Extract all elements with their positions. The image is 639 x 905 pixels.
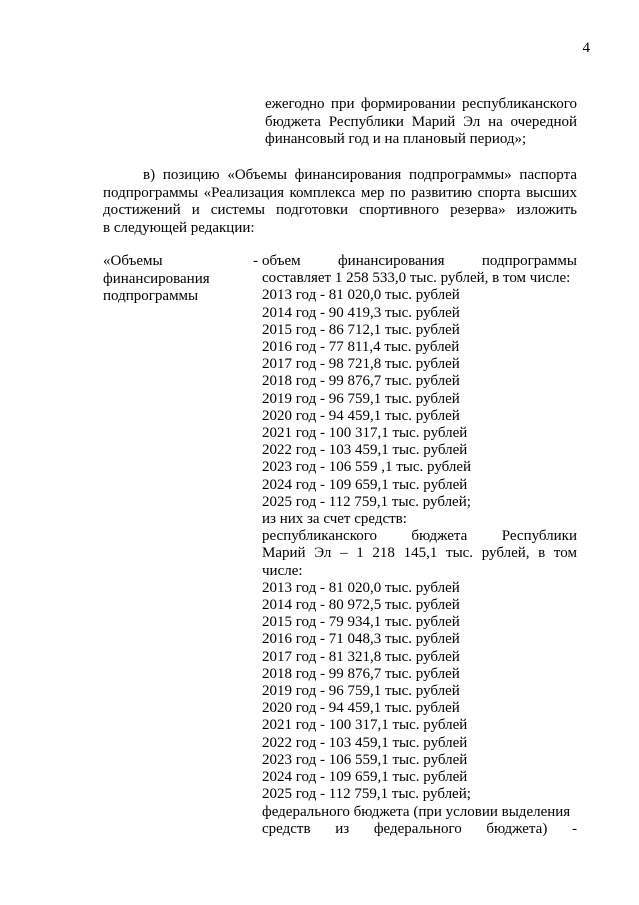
paragraph-b bbox=[103, 167, 577, 237]
list-item: 2018 год - 99 876,7 тыс. рублей bbox=[262, 665, 460, 682]
list-item: 2015 год - 86 712,1 тыс. рублей bbox=[262, 321, 460, 338]
list-item: 2024 год - 109 659,1 тыс. рублей bbox=[262, 476, 468, 493]
label-row bbox=[103, 253, 258, 271]
list-item: 2021 год - 100 317,1 тыс. рублей bbox=[262, 425, 468, 442]
label-dash: - bbox=[253, 253, 258, 269]
text-line: из них за счет средств: bbox=[262, 511, 407, 528]
text-line: Марий Эл – 1 218 145,1 тыс. рублей, в том bbox=[262, 545, 577, 562]
list-item: 2017 год - 81 321,8 тыс. рублей bbox=[262, 648, 460, 665]
list-item: 2022 год - 103 459,1 тыс. рублей bbox=[262, 442, 468, 459]
republic-years-list bbox=[262, 580, 577, 804]
list-item: 2023 год - 106 559 ,1 тыс. рублей bbox=[262, 459, 472, 476]
text-line: составляет 1 258 533,0 тыс. рублей, в том числе: bbox=[262, 270, 571, 287]
label-text: подпрограммы bbox=[103, 288, 199, 304]
list-item: 2013 год - 81 020,0 тыс. рублей bbox=[262, 287, 460, 304]
list-item: 2014 год - 90 419,3 тыс. рублей bbox=[262, 304, 460, 321]
text-line: республиканского бюджета Республики bbox=[262, 528, 577, 545]
text-line: в) позицию «Объемы финансирования подпрограммы» паспорта bbox=[143, 167, 577, 183]
continued-text-block bbox=[265, 96, 577, 149]
list-item: 2014 год - 80 972,5 тыс. рублей bbox=[262, 597, 460, 614]
list-item: 2020 год - 94 459,1 тыс. рублей bbox=[262, 700, 460, 717]
label-text: «Объемы bbox=[103, 253, 163, 269]
text-line: ежегодно при формировании республиканского bbox=[265, 96, 577, 112]
list-item: 2025 год - 112 759,1 тыс. рублей; bbox=[262, 786, 471, 803]
list-item: 2024 год - 109 659,1 тыс. рублей bbox=[262, 769, 468, 786]
list-item: 2016 год - 77 811,4 тыс. рублей bbox=[262, 339, 460, 356]
list-item: 2016 год - 71 048,3 тыс. рублей bbox=[262, 631, 460, 648]
list-item: 2015 год - 79 934,1 тыс. рублей bbox=[262, 614, 460, 631]
list-item: 2019 год - 96 759,1 тыс. рублей bbox=[262, 683, 460, 700]
list-item: 2013 год - 81 020,0 тыс. рублей bbox=[262, 579, 460, 596]
list-item: 2025 год - 112 759,1 тыс. рублей; bbox=[262, 493, 471, 510]
list-item: 2019 год - 96 759,1 тыс. рублей bbox=[262, 390, 460, 407]
list-item: 2022 год - 103 459,1 тыс. рублей bbox=[262, 734, 468, 751]
passport-field-label bbox=[103, 253, 258, 306]
text-line: достижений и системы подготовки спортивного резерва» изложить bbox=[103, 202, 577, 218]
list-item: 2018 год - 99 876,7 тыс. рублей bbox=[262, 373, 460, 390]
label-text: финансирования bbox=[103, 270, 210, 287]
list-item: 2020 год - 94 459,1 тыс. рублей bbox=[262, 407, 460, 424]
text-line: федерального бюджета (при условии выделения bbox=[262, 803, 571, 820]
text-line: в следующей редакции: bbox=[103, 219, 255, 236]
total-years-list bbox=[262, 287, 577, 511]
text-line: объем финансирования подпрограммы bbox=[262, 253, 577, 269]
text-line: подпрограммы «Реализация комплекса мер по развитию спорта высших bbox=[103, 184, 577, 201]
list-item: 2023 год - 106 559,1 тыс. рублей bbox=[262, 751, 468, 768]
list-item: 2017 год - 98 721,8 тыс. рублей bbox=[262, 356, 460, 373]
text-line: финансовый год и на плановый период»; bbox=[265, 131, 527, 147]
list-item: 2021 год - 100 317,1 тыс. рублей bbox=[262, 717, 468, 734]
passport-field-value bbox=[262, 253, 577, 838]
text-line: числе: bbox=[262, 562, 303, 579]
text-line: средств из федерального бюджета) - bbox=[262, 820, 577, 837]
text-line: бюджета Республики Марий Эл на очередной bbox=[265, 113, 577, 130]
page-number: 4 bbox=[582, 40, 590, 56]
